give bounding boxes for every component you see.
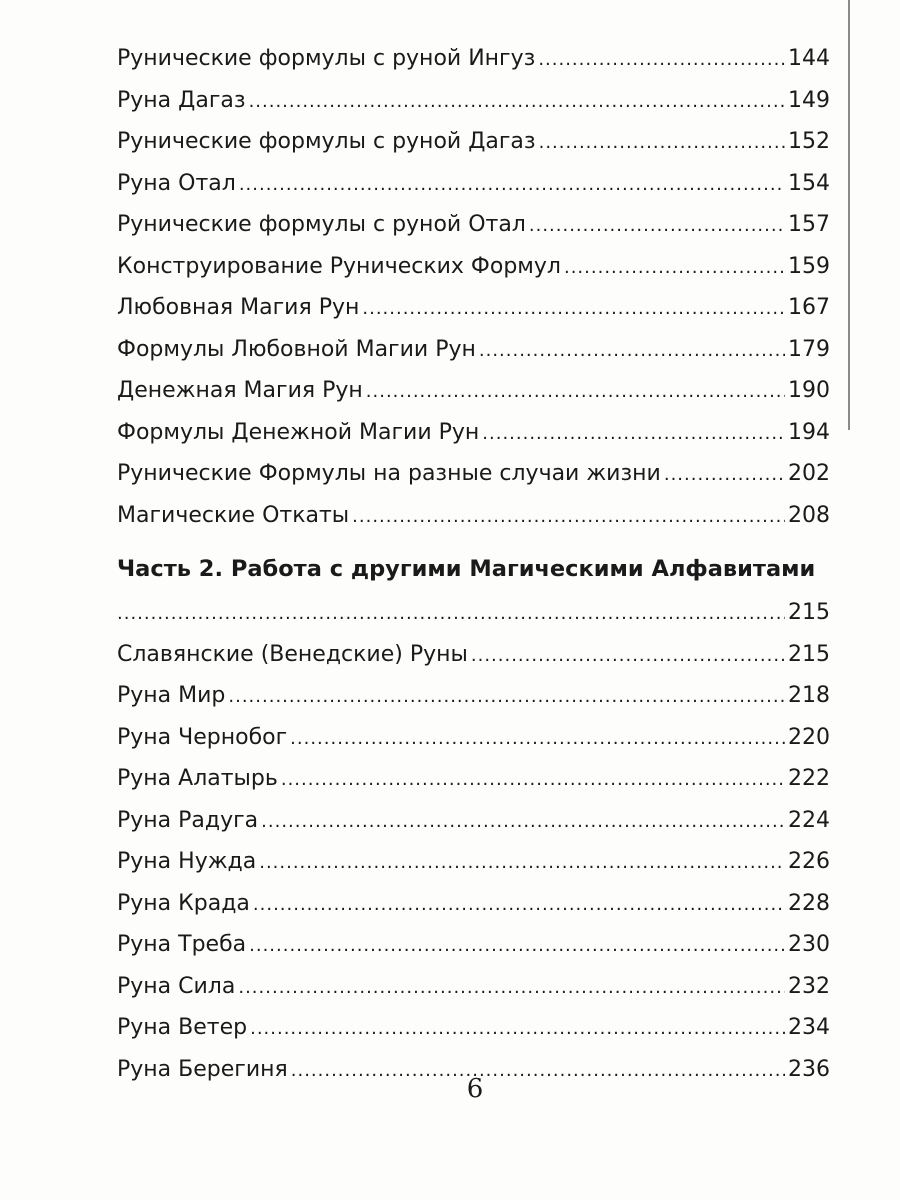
toc-entry (117, 717, 830, 759)
toc-entry-title: Руна Сила (117, 973, 236, 999)
toc-leader-dots (482, 413, 785, 455)
toc-entry-page: 228 (788, 890, 830, 916)
toc-entry-page: 222 (788, 766, 830, 791)
toc-leader-dots (366, 371, 785, 413)
toc-entry-title: Руна Нужда (117, 849, 257, 874)
toc-entry-page: 194 (788, 419, 830, 445)
toc-leader-dots (117, 593, 785, 635)
toc-leader-dots (261, 801, 785, 843)
toc-section-part1 (117, 38, 830, 536)
toc-entry-title: Денежная Магия Рун (117, 378, 363, 403)
toc-entry-page: 224 (788, 807, 830, 833)
toc-leader-dots (290, 718, 785, 760)
toc-entry-page: 157 (788, 212, 830, 237)
toc-leader-dots (664, 454, 785, 496)
toc-entry-title: Руна Ветер (117, 1015, 248, 1040)
toc-leader-dots (253, 884, 785, 926)
page-edge-line (848, 0, 850, 430)
toc-entry-title: Руна Чернобог (117, 724, 288, 750)
toc-leader-dots (250, 1008, 785, 1050)
toc-leader-dots (471, 635, 785, 677)
toc-entry (117, 412, 830, 454)
toc-leader-dots (239, 164, 785, 206)
toc-entry-page: 190 (788, 378, 830, 403)
toc-entry (117, 121, 830, 163)
toc-leader-dots (362, 288, 785, 330)
toc-entry-title: Рунические формулы с руной Ингуз (117, 46, 536, 71)
toc-entry-page: 218 (788, 683, 830, 708)
toc-entry-title: Любовная Магия Рун (117, 295, 360, 320)
toc-leader-dots (352, 496, 785, 538)
toc-entry-page: 226 (788, 849, 830, 874)
toc-entry (117, 370, 830, 412)
toc-entry (117, 80, 830, 122)
toc-entry (117, 634, 830, 676)
toc-entry-title: Рунические формулы с руной Отал (117, 212, 526, 237)
toc-section-part2 (117, 634, 830, 1091)
toc-leader-dots (238, 967, 785, 1009)
toc-entry-page: 167 (788, 295, 830, 320)
toc-leader-dots (479, 330, 785, 372)
toc-leader-dots (259, 842, 785, 884)
toc-leader-dots (249, 81, 785, 123)
toc-entry-title: Руна Дагаз (117, 87, 246, 113)
toc-entry-page: 208 (788, 502, 830, 528)
toc-entry-page: 215 (788, 641, 830, 667)
toc-entry-title: Руна Треба (117, 932, 247, 957)
toc-entry-page: 234 (788, 1015, 830, 1040)
toc-entry-title: Рунические Формулы на разные случаи жизни (117, 461, 661, 486)
toc-entry (117, 924, 830, 966)
toc-entry-title: Славянские (Венедские) Руны (117, 641, 468, 667)
toc-entry (117, 246, 830, 288)
toc-entry-title: Магические Откаты (117, 502, 350, 528)
toc-entry (117, 453, 830, 495)
toc-entry-title: Руна Мир (117, 683, 226, 708)
toc-entry (117, 38, 830, 80)
part-heading-page: 215 (788, 600, 830, 625)
toc-entry (117, 800, 830, 842)
toc-leader-dots (539, 122, 785, 164)
toc-entry-page: 144 (788, 46, 830, 71)
toc-entry-title: Руна Радуга (117, 807, 259, 833)
toc-entry-page: 179 (788, 336, 830, 362)
toc-entry-title: Конструирование Рунических Формул (117, 253, 561, 279)
toc-entry (117, 966, 830, 1008)
toc-leader-dots (249, 925, 785, 967)
part-heading-page-row (117, 592, 830, 634)
toc-entry-page: 154 (788, 170, 830, 196)
toc-leader-dots (564, 247, 785, 289)
toc-entry-page: 202 (788, 461, 830, 486)
toc-leader-dots (281, 759, 785, 801)
toc-entry (117, 163, 830, 205)
toc-entry-page: 230 (788, 932, 830, 957)
toc-entry-title: Руна Крада (117, 890, 250, 916)
toc-entry-title: Формулы Любовной Магии Рун (117, 336, 476, 362)
toc-entry (117, 758, 830, 800)
toc-entry (117, 204, 830, 246)
toc-entry-page: 232 (788, 973, 830, 999)
toc-entry-title: Формулы Денежной Магии Рун (117, 419, 480, 445)
toc-entry (117, 675, 830, 717)
toc-leader-dots (538, 39, 785, 81)
toc-leader-dots (228, 676, 785, 718)
toc-leader-dots (529, 205, 785, 247)
toc-entry-title: Руна Отал (117, 170, 236, 196)
table-of-contents (117, 38, 830, 1090)
toc-entry (117, 495, 830, 537)
page-number: 6 (466, 1074, 484, 1104)
toc-entry (117, 841, 830, 883)
toc-entry-page: 149 (788, 87, 830, 113)
toc-entry (117, 329, 830, 371)
toc-entry-title: Рунические формулы с руной Дагаз (117, 129, 536, 154)
toc-entry-title: Руна Берегиня (117, 1056, 288, 1082)
toc-entry-page: 236 (788, 1056, 830, 1082)
toc-entry-page: 159 (788, 253, 830, 279)
toc-entry (117, 287, 830, 329)
toc-entry (117, 883, 830, 925)
part-heading: Часть 2. Работа с другими Магическими Алфавитами (117, 556, 816, 582)
toc-entry-title: Руна Алатырь (117, 766, 278, 791)
toc-entry (117, 1007, 830, 1049)
toc-entry-page: 152 (788, 129, 830, 154)
toc-entry-page: 220 (788, 724, 830, 750)
